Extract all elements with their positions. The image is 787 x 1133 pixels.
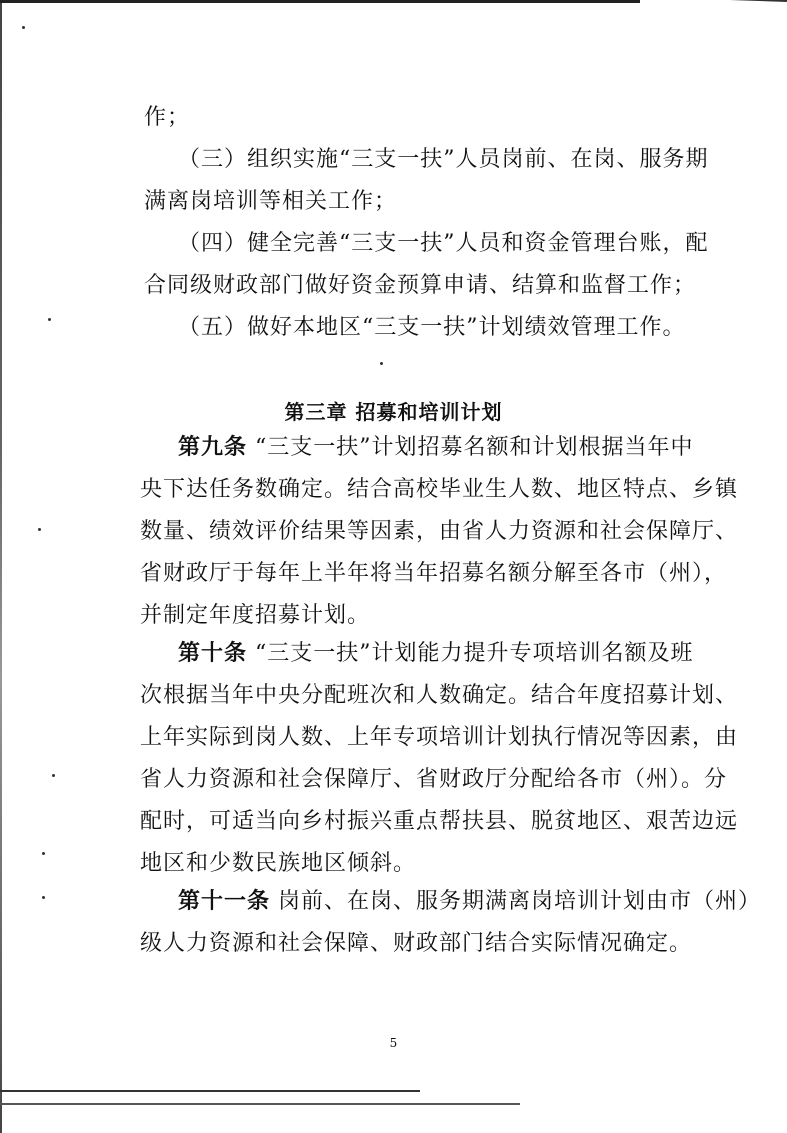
scan-line-bottom <box>0 1090 420 1092</box>
text-line: 级人力资源和社会保障、财政部门结合实际情况确定。 <box>140 931 693 956</box>
page-number: 5 <box>389 1036 398 1050</box>
scan-corner <box>637 0 787 2</box>
article-9-label: 第九条 <box>178 435 248 460</box>
text-line: 配时，可适当向乡村振兴重点帮扶县、脱贫地区、艰苦边远 <box>140 809 739 834</box>
scan-speck <box>52 774 55 777</box>
scan-speck <box>380 362 383 365</box>
text-line: 央下达任务数确定。结合高校毕业生人数、地区特点、乡镇 <box>140 477 739 502</box>
scan-speck <box>22 26 25 29</box>
list-item-4: （四）健全完善“三支一扶”人员和资金管理台账，配 <box>178 231 709 256</box>
text-line: 地区和少数民族地区倾斜。 <box>140 851 417 876</box>
text-line: 上年实际到岗人数、上年专项培训计划执行情况等因素，由 <box>140 725 739 750</box>
article-9-text: “三支一扶”计划招募名额和计划根据当年中 <box>247 435 694 460</box>
article-11-first-line <box>178 888 761 916</box>
text-line: 次根据当年中央分配班次和人数确定。结合年度招募计划、 <box>140 683 739 708</box>
article-11-label: 第十一条 <box>178 889 271 914</box>
text-line: 省财政厅于每年上半年将当年招募名额分解至各市（州）， <box>140 561 728 586</box>
text-line: 并制定年度招募计划。 <box>140 603 371 628</box>
list-item-5: （五）做好本地区“三支一扶”计划绩效管理工作。 <box>178 315 686 340</box>
article-10-first-line <box>178 640 694 668</box>
chapter-heading: 第三章 招募和培训计划 <box>284 400 503 424</box>
text-line: 数量、绩效评价结果等因素，由省人力资源和社会保障厅、 <box>140 519 739 544</box>
text-line: 合同级财政部门做好资金预算申请、结算和监督工作； <box>144 273 697 298</box>
scan-edge-left <box>0 0 2 1133</box>
article-10-text: “三支一扶”计划能力提升专项培训名额及班 <box>247 641 694 666</box>
text-line: 作； <box>144 105 191 130</box>
list-item-3: （三）组织实施“三支一扶”人员岗前、在岗、服务期 <box>178 147 709 172</box>
scan-speck <box>42 896 45 899</box>
scan-speck <box>38 528 41 531</box>
text-line: 满离岗培训等相关工作； <box>144 189 398 214</box>
article-9-first-line <box>178 434 694 462</box>
article-11-text: 岗前、在岗、服务期满离岗培训计划由市（州） <box>270 889 762 914</box>
scan-speck <box>48 318 51 321</box>
scan-line-bottom-2 <box>0 1103 520 1105</box>
article-10-label: 第十条 <box>178 641 248 666</box>
scan-speck <box>42 852 45 855</box>
text-line: 省人力资源和社会保障厅、省财政厅分配给各市（州）。分 <box>140 767 728 792</box>
scan-edge-top <box>0 0 640 3</box>
